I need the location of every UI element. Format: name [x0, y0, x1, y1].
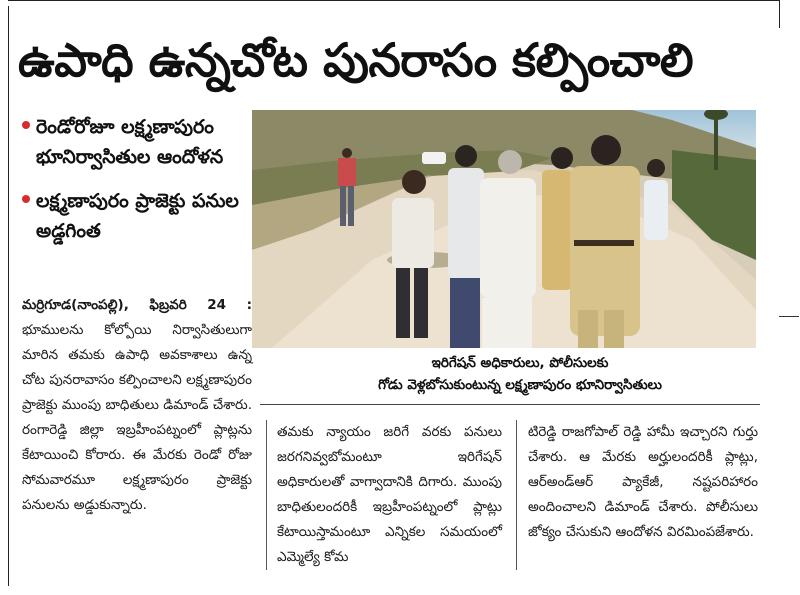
bullet-text: రెండోరోజూ లక్ష్మణాపురం భూనిర్వాసితుల ఆందోళన — [36, 116, 224, 168]
bullet-item — [22, 112, 247, 172]
column-divider — [266, 420, 267, 570]
headline: ఉపాధి ఉన్నచోట పునరాసం కల్పించాలి — [18, 33, 694, 87]
photo-caption — [300, 352, 740, 396]
body-text: భూములను కోల్పోయి నిర్వాసితులుగా మారిన తమకు ఉపాధి అవకాశాలు ఉన్న చోట పునరావాసం కల్పించాలని లక్ష్మణాపురం ప్రాజెక్టు ముంపు బాధితులు డిమాండ్ చేశారు. రంగారెడ్డి జిల్లా ఇబ్రహీంపట్నంలో ప్లాట్లను కేటాయించి కోరారు. ఈ మేరకు రెండో రోజు సోమవారమూ లక్ష్మణాపురం ప్రాజెక్టు పనులను అడ్డుకున్నారు. — [22, 322, 252, 513]
bullet-list — [22, 112, 247, 260]
body-column-1 — [22, 293, 252, 518]
caption-line-1: ఇరిగేషన్ అధికారులు, పోలీసులకు — [431, 355, 609, 371]
photo-illustration — [252, 110, 756, 348]
body-column-3 — [528, 420, 758, 545]
dateline: మర్రిగూడ(నాంపల్లి), ఫిబ్రవరి 24 : — [22, 297, 252, 313]
bullet-dot-icon — [22, 195, 30, 203]
right-edge-rule — [779, 0, 780, 28]
bullet-item — [22, 186, 247, 246]
caption-divider — [260, 404, 760, 405]
column-divider — [516, 420, 517, 570]
bullet-dot-icon — [22, 121, 30, 129]
body-text: తమకు న్యాయం జరిగే వరకు పనులు జరగనివ్వబోమంటూ ఇరిగేషన్ అధికారులతో వాగ్వాదానికి దిగారు. ముంపు బాధితులందరికీ ఇబ్రహీంపట్నంలో ప్లాట్లు కేటాయిస్తామంటూ ఎన్నికల సమయంలో ఎమ్మెల్యే కోమ — [277, 424, 502, 565]
body-text: టిరెడ్డి రాజగోపాల్ రెడ్డి హామీ ఇచ్చారని గుర్తు చేశారు. ఆ మేరకు అర్హులందరికీ ప్లాట్లు, ఆర్అండ్ఆర్ ప్యాకేజీ, నష్టపరిహారం అందించాలని డిమాండ్ చేశారు. పోలీసులు జోక్యం చేసుకుని ఆందోళన విరమింపజేశారు. — [528, 424, 758, 540]
top-rule — [8, 0, 780, 1]
adjacent-column-rule — [779, 316, 799, 317]
body-column-2 — [277, 420, 502, 570]
news-photo — [252, 110, 756, 348]
caption-line-2: గోడు వెళ్లబోసుకుంటున్న లక్ష్మణాపురం భూనిర్వాసితులు — [378, 377, 662, 393]
bullet-text: లక్ష్మణాపురం ప్రాజెక్టు పనుల అడ్డగింత — [36, 190, 239, 242]
